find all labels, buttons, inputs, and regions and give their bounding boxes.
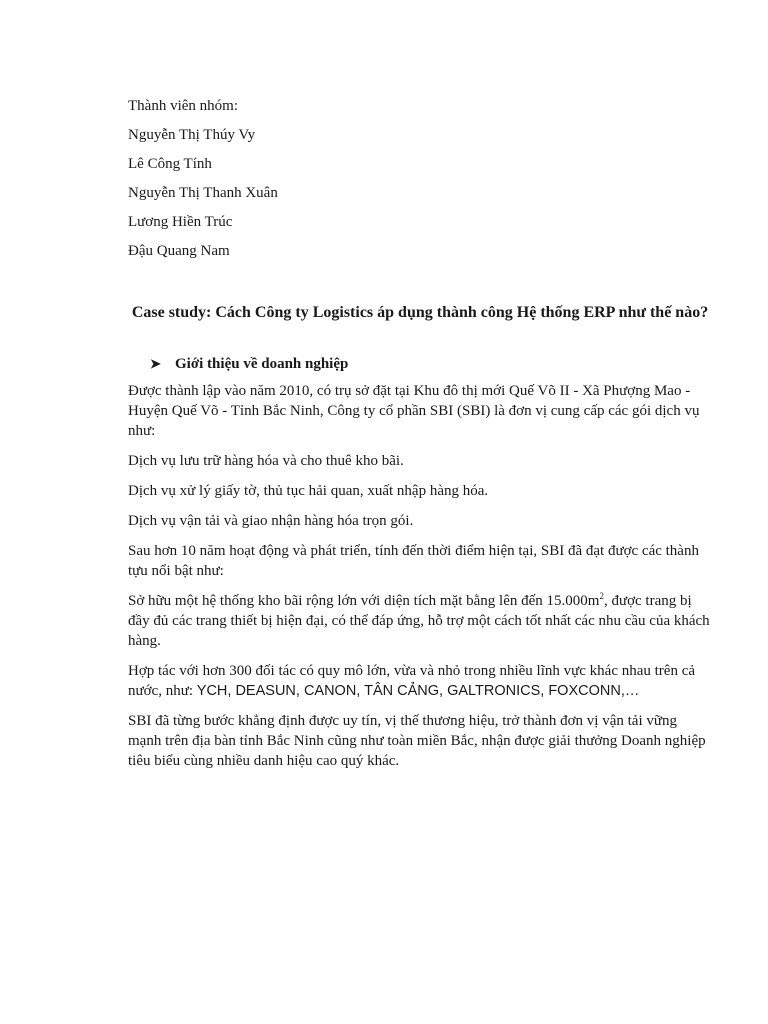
arrow-bullet-icon: ➤ bbox=[150, 356, 161, 371]
member-name: Lê Công Tính bbox=[128, 156, 212, 172]
member-name: Đậu Quang Nam bbox=[128, 243, 230, 259]
warehouse-paragraph bbox=[128, 591, 712, 651]
section-heading-text: Giới thiệu về doanh nghiệp bbox=[175, 356, 349, 372]
reputation-paragraph: SBI đã từng bước khẳng định được uy tín, vị thế thương hiệu, trở thành đơn vị vận tải vững mạnh trên địa bàn tỉnh Bắc Ninh cũng như toàn miền Bắc, nhận được giải thưởng Doanh nghiệp tiêu biểu cùng nhiều danh hiệu cao quý khác. bbox=[128, 713, 706, 769]
service-item: Dịch vụ xử lý giấy tờ, thủ tục hải quan, xuất nhập hàng hóa. bbox=[128, 483, 489, 499]
member-name: Nguyễn Thị Thanh Xuân bbox=[128, 185, 278, 201]
document-body bbox=[128, 381, 712, 781]
team-members bbox=[128, 96, 688, 270]
service-item: Dịch vụ lưu trữ hàng hóa và cho thuê kho bãi. bbox=[128, 453, 404, 469]
warehouse-text: Sở hữu một hệ thống kho bãi rộng lớn với diện tích mặt bằng lên đến 15.000m bbox=[128, 593, 600, 609]
section-heading bbox=[150, 354, 650, 374]
member-name: Lương Hiền Trúc bbox=[128, 214, 233, 230]
document-title: Case study: Cách Công ty Logistics áp dụng thành công Hệ thống ERP như thế nào? bbox=[131, 304, 709, 321]
partners-paragraph bbox=[128, 661, 712, 701]
achievements-paragraph: Sau hơn 10 năm hoạt động và phát triển, tính đến thời điểm hiện tại, SBI đã đạt được các thành tựu nổi bật như: bbox=[128, 543, 699, 579]
partners-list: YCH, DEASUN, CANON, TÂN CẢNG, GALTRONICS, FOXCONN,… bbox=[196, 683, 640, 699]
partners-text: Hợp tác với hơn 300 đối tác có quy mô lớn, vừa và nhỏ trong nhiều lĩnh vực khác nhau trên cả nước, như: bbox=[128, 663, 696, 699]
members-heading: Thành viên nhóm: bbox=[128, 98, 238, 114]
superscript-two: 2 bbox=[599, 591, 604, 601]
member-name: Nguyễn Thị Thúy Vy bbox=[128, 127, 256, 143]
intro-paragraph: Được thành lập vào năm 2010, có trụ sở đặt tại Khu đô thị mới Quế Võ II - Xã Phượng Mao - Huyện Quế Võ - Tỉnh Bắc Ninh, Công ty cổ phần SBI (SBI) là đơn vị cung cấp các gói dịch vụ như: bbox=[128, 383, 700, 439]
warehouse-text-continued: , được trang bị đầy đủ các trang thiết bị hiện đại, có thể đáp ứng, hỗ trợ một cách tốt nhất các nhu cầu của khách hàng. bbox=[128, 593, 710, 649]
service-item: Dịch vụ vận tải và giao nhận hàng hóa trọn gói. bbox=[128, 513, 414, 529]
